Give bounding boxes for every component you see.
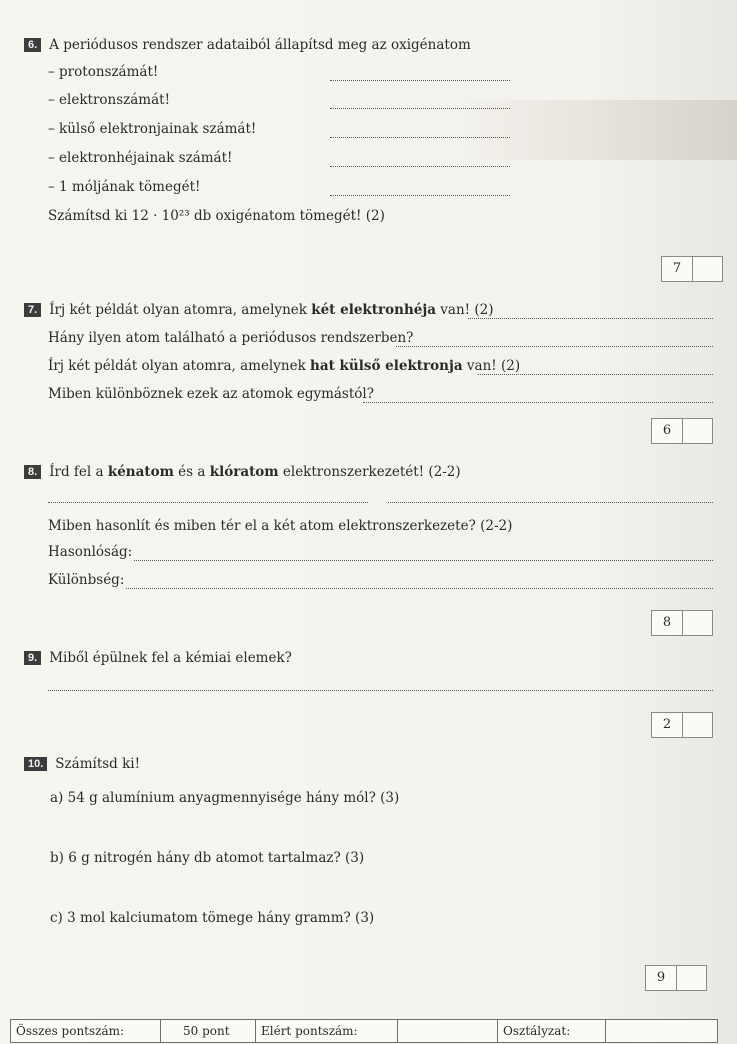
answer-line[interactable]	[468, 318, 713, 319]
grade-field[interactable]	[606, 1020, 717, 1042]
task-number-badge: 6.	[24, 38, 41, 52]
answer-line[interactable]	[330, 80, 510, 81]
score-value: 7	[662, 257, 693, 281]
answer-line[interactable]	[126, 588, 713, 589]
task-number-badge: 9.	[24, 651, 41, 665]
task6-item-4: – elektronhéjainak számát!	[48, 150, 233, 166]
task8-similar-label: Hasonlóság:	[48, 544, 133, 560]
score-box[interactable]	[651, 418, 713, 444]
task7-q4: Miben különböznek ezek az atomok egymástól?	[48, 386, 374, 402]
task10-c: c) 3 mol kalciumatom tömege hány gramm? (3)	[50, 910, 375, 926]
score-value: 9	[646, 966, 677, 990]
task7-q1: 7. Írj két példát olyan atomra, amelynek két elektronhéja van! (2)	[24, 302, 494, 318]
score-box[interactable]	[661, 256, 723, 282]
answer-line[interactable]	[330, 195, 510, 196]
score-value: 8	[652, 611, 683, 635]
task-number-badge: 8.	[24, 465, 41, 479]
score-box[interactable]	[645, 965, 707, 991]
task8-q1: 8. Írd fel a kénatom és a klóratom elektronszerkezetét! (2-2)	[24, 464, 461, 480]
answer-line[interactable]	[478, 374, 713, 375]
task10-b: b) 6 g nitrogén hány db atomot tartalmaz? (3)	[50, 850, 365, 866]
score-value: 6	[652, 419, 683, 443]
task9-q: 9. Miből épülnek fel a kémiai elemek?	[24, 650, 292, 666]
task-number-badge: 10.	[24, 757, 47, 771]
task6-item-1: – protonszámát!	[48, 64, 159, 80]
answer-line[interactable]	[330, 137, 510, 138]
score-summary-table	[10, 1019, 718, 1043]
answer-line[interactable]	[134, 560, 713, 561]
task10-a: a) 54 g alumínium anyagmennyisége hány mól? (3)	[50, 790, 400, 806]
total-points-label: Összes pontszám:	[11, 1020, 161, 1042]
answer-line[interactable]	[48, 502, 368, 503]
task6-extra: Számítsd ki 12 · 10²³ db oxigénatom tömegét! (2)	[48, 208, 385, 224]
answer-line[interactable]	[330, 108, 510, 109]
task7-q3: Írj két példát olyan atomra, amelynek hat külső elektronja van! (2)	[48, 358, 521, 374]
answer-line[interactable]	[396, 346, 713, 347]
task6-item-5: – 1 móljának tömegét!	[48, 179, 201, 195]
task6-item-2: – elektronszámát!	[48, 92, 171, 108]
task10-title: 10. Számítsd ki!	[24, 756, 140, 772]
total-points-value: 50 pont	[161, 1020, 256, 1042]
task7-q2: Hány ilyen atom található a periódusos rendszerben?	[48, 330, 414, 346]
task6-title: 6. A periódusos rendszer adataiból állapítsd meg az oxigénatom	[24, 37, 471, 53]
score-box[interactable]	[651, 712, 713, 738]
bleed-through-decoration	[520, 30, 523, 44]
grade-label: Osztályzat:	[498, 1020, 606, 1042]
task8-q2: Miben hasonlít és miben tér el a két atom elektronszerkezete? (2-2)	[48, 518, 513, 534]
achieved-points-field[interactable]	[398, 1020, 498, 1042]
task6-item-3: – külső elektronjainak számát!	[48, 121, 257, 137]
answer-line[interactable]	[388, 502, 713, 503]
score-value: 2	[652, 713, 683, 737]
answer-line[interactable]	[48, 690, 713, 691]
bleed-through-band	[450, 100, 737, 160]
task-number-badge: 7.	[24, 303, 41, 317]
answer-line[interactable]	[330, 166, 510, 167]
achieved-points-label: Elért pontszám:	[256, 1020, 398, 1042]
answer-line[interactable]	[363, 402, 713, 403]
score-box[interactable]	[651, 610, 713, 636]
task8-differ-label: Különbség:	[48, 572, 125, 588]
